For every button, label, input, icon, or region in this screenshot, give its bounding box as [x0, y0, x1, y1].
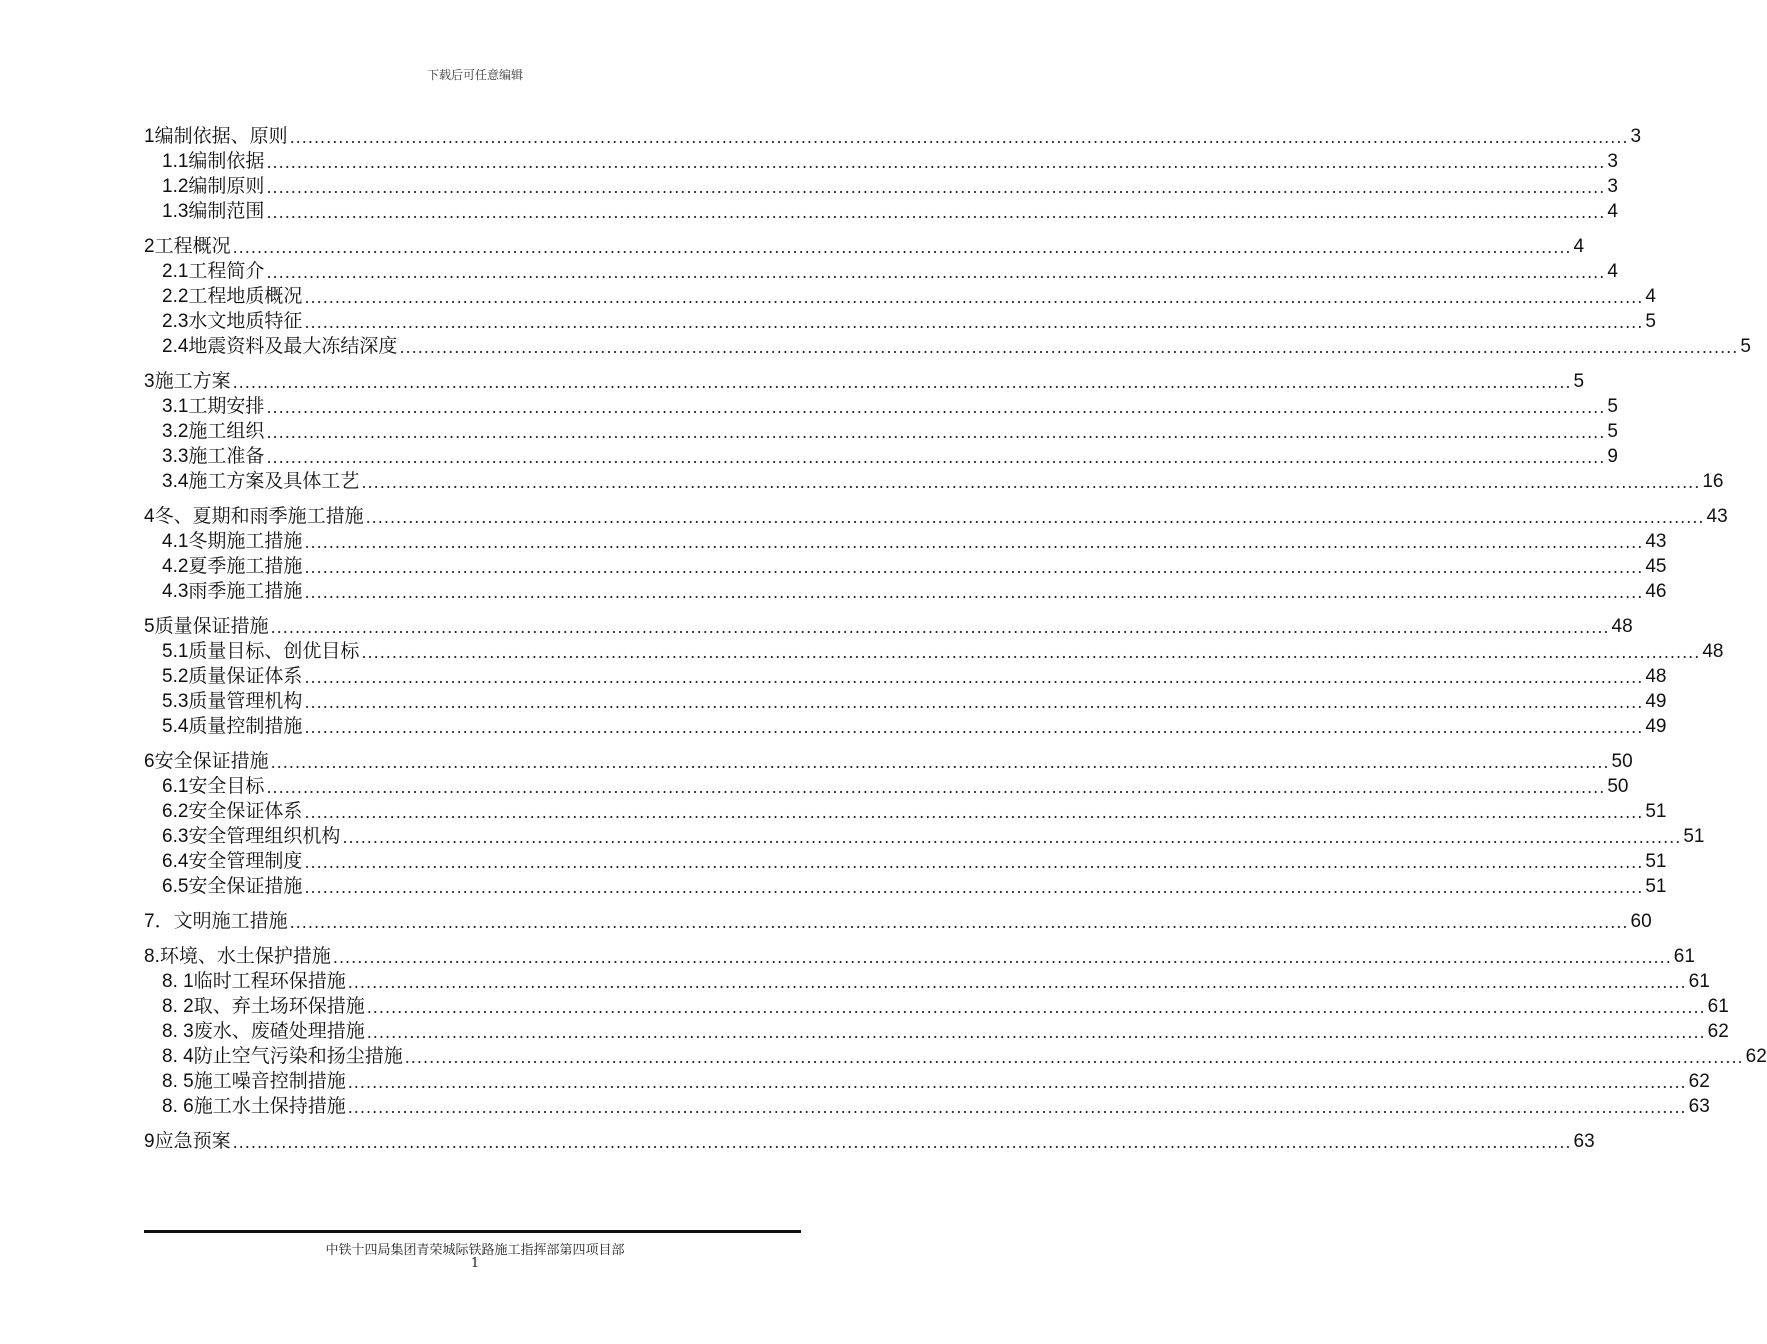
toc-entry-number: 3	[144, 371, 155, 392]
toc-entry-title: 文明施工措施	[173, 910, 288, 932]
toc-entry-page: 51	[1645, 801, 1667, 822]
toc-dot-leader: ............................................................................................................................................................................................................................	[266, 778, 1606, 797]
toc-entry-title: 废水、废碴处理措施	[193, 1020, 365, 1042]
toc-entry-number: 4	[144, 506, 155, 527]
toc-entry-number: 5.3	[162, 691, 189, 712]
toc-dot-leader: ............................................................................................................................................................................................................................	[304, 693, 1644, 712]
toc-entry[interactable]	[144, 909, 1652, 934]
toc-entry[interactable]	[144, 774, 1629, 799]
header-note: 下载后可任意编辑	[426, 68, 523, 82]
toc-entry-number: 2.1	[162, 261, 189, 282]
toc-entry-title: 编制范围	[188, 200, 265, 222]
toc-dot-leader: ............................................................................................................................................................................................................................	[304, 313, 1644, 332]
toc-entry-title: 质量保证措施	[154, 615, 269, 637]
toc-entry-title: 质量管理机构	[188, 690, 303, 712]
toc-entry-title: 编制原则	[188, 175, 265, 197]
toc-entry[interactable]	[144, 504, 1728, 529]
toc-dot-leader: ............................................................................................................................................................................................................................	[232, 1133, 1572, 1152]
toc-dot-leader: ............................................................................................................................................................................................................................	[347, 1073, 1687, 1092]
toc-entry-page: 62	[1688, 1071, 1710, 1092]
toc-entry-number: 8. 1	[162, 971, 194, 992]
toc-dot-leader: ............................................................................................................................................................................................................................	[266, 178, 1606, 197]
toc-entry-page: 5	[1607, 421, 1618, 442]
toc-entry-number: 8. 3	[162, 1021, 194, 1042]
toc-dot-leader: ............................................................................................................................................................................................................................	[361, 473, 1701, 492]
toc-entry-title: 质量保证体系	[188, 665, 303, 687]
toc-entry-page: 48	[1702, 641, 1724, 662]
toc-entry-number: 5.1	[162, 641, 189, 662]
toc-entry-number: 1	[144, 126, 155, 147]
toc-entry-number: 3.4	[162, 471, 189, 492]
toc-dot-leader: ............................................................................................................................................................................................................................	[266, 398, 1606, 417]
toc-entry-number: 6	[144, 751, 155, 772]
toc-entry-number: 4.3	[162, 581, 189, 602]
toc-dot-leader: ............................................................................................................................................................................................................................	[365, 508, 1705, 527]
toc-entry-number: 7．	[144, 911, 174, 932]
toc-dot-leader: ............................................................................................................................................................................................................................	[270, 618, 1610, 637]
toc-entry-page: 3	[1630, 126, 1642, 147]
toc-dot-leader: ............................................................................................................................................................................................................................	[347, 1098, 1687, 1117]
toc-entry-page: 43	[1645, 531, 1667, 552]
toc-dot-leader: ............................................................................................................................................................................................................................	[266, 423, 1606, 442]
toc-entry-title: 地震资料及最大冻结深度	[188, 335, 398, 357]
toc-dot-leader: ............................................................................................................................................................................................................................	[232, 238, 1572, 257]
toc-entry-number: 3.2	[162, 421, 189, 442]
toc-dot-leader: ............................................................................................................................................................................................................................	[266, 263, 1606, 282]
toc-dot-leader: ............................................................................................................................................................................................................................	[304, 533, 1644, 552]
toc-entry-number: 5	[144, 616, 155, 637]
toc-entry[interactable]	[144, 284, 1656, 309]
toc-entry[interactable]	[144, 749, 1633, 774]
toc-entry-number: 9	[144, 1131, 155, 1152]
toc-entry-number: 6.1	[162, 776, 189, 797]
toc-dot-leader: ............................................................................................................................................................................................................................	[366, 1023, 1706, 1042]
toc-entry[interactable]	[144, 469, 1724, 494]
toc-entry[interactable]	[144, 174, 1618, 199]
toc-dot-leader: ............................................................................................................................................................................................................................	[361, 643, 1701, 662]
toc-entry-title: 环境、水土保护措施	[159, 945, 331, 967]
toc-entry-page: 49	[1645, 691, 1667, 712]
toc-entry-page: 48	[1611, 616, 1633, 637]
toc-entry-title: 施工组织	[188, 420, 265, 442]
toc-dot-leader: ............................................................................................................................................................................................................................	[289, 128, 1629, 147]
toc-entry-page: 51	[1645, 876, 1667, 897]
toc-entry-title: 冬期施工措施	[188, 530, 303, 552]
toc-entry-number: 4.1	[162, 531, 189, 552]
toc-entry[interactable]	[144, 579, 1667, 604]
toc-entry[interactable]	[144, 874, 1667, 899]
toc-entry-number: 6.2	[162, 801, 189, 822]
toc-entry-page: 4	[1607, 201, 1618, 222]
toc-entry[interactable]	[144, 714, 1667, 739]
toc-entry[interactable]	[144, 689, 1667, 714]
toc-entry[interactable]	[144, 149, 1618, 174]
toc-entry[interactable]	[144, 369, 1585, 394]
toc-entry[interactable]	[144, 824, 1705, 849]
toc-entry-number: 1.1	[162, 151, 189, 172]
toc-entry-title: 编制依据	[188, 150, 265, 172]
toc-dot-leader: ............................................................................................................................................................................................................................	[266, 203, 1606, 222]
toc-entry-title: 安全管理制度	[188, 850, 303, 872]
toc-entry[interactable]	[144, 419, 1618, 444]
toc-entry-title: 工程概况	[154, 235, 231, 257]
toc-dot-leader: ............................................................................................................................................................................................................................	[304, 803, 1644, 822]
toc-entry[interactable]	[144, 849, 1667, 874]
toc-dot-leader: ............................................................................................................................................................................................................................	[304, 558, 1644, 577]
toc-entry-page: 5	[1573, 371, 1585, 392]
toc-entry-page: 51	[1683, 826, 1705, 847]
toc-entry-page: 5	[1607, 396, 1618, 417]
toc-entry[interactable]	[144, 334, 1751, 359]
toc-entry-number: 6.3	[162, 826, 189, 847]
toc-entry-page: 4	[1573, 236, 1585, 257]
toc-entry-page: 16	[1702, 471, 1724, 492]
table-of-contents	[144, 124, 1767, 1154]
toc-entry-title: 编制依据、原则	[154, 125, 288, 147]
toc-entry-number: 5.4	[162, 716, 189, 737]
toc-entry-number: 3.1	[162, 396, 189, 417]
toc-dot-leader: ............................................................................................................................................................................................................................	[399, 338, 1739, 357]
toc-entry-title: 安全目标	[188, 775, 265, 797]
toc-entry-number: 4.2	[162, 556, 189, 577]
toc-entry-title: 安全保证体系	[188, 800, 303, 822]
toc-entry-number: 1.2	[162, 176, 189, 197]
toc-entry[interactable]	[144, 1069, 1710, 1094]
toc-entry-number: 1.3	[162, 201, 189, 222]
toc-dot-leader: ............................................................................................................................................................................................................................	[304, 583, 1644, 602]
toc-entry-number: 6.4	[162, 851, 189, 872]
toc-entry-number: 2.2	[162, 286, 189, 307]
toc-entry-number: 6.5	[162, 876, 189, 897]
toc-entry[interactable]	[144, 994, 1729, 1019]
toc-entry-number: 2.4	[162, 336, 189, 357]
toc-dot-leader: ............................................................................................................................................................................................................................	[304, 718, 1644, 737]
toc-entry[interactable]	[144, 394, 1618, 419]
toc-entry-title: 质量控制措施	[188, 715, 303, 737]
toc-entry[interactable]	[144, 529, 1667, 554]
toc-entry-page: 3	[1607, 151, 1618, 172]
toc-entry-title: 安全保证措施	[188, 875, 303, 897]
toc-entry-title: 施工噪音控制措施	[193, 1070, 346, 1092]
toc-entry[interactable]	[144, 444, 1618, 469]
toc-entry-page: 4	[1607, 261, 1618, 282]
footer-organization: 中铁十四局集团青荣城际铁路施工指挥部第四项目部	[325, 1243, 625, 1258]
toc-entry-number: 8. 6	[162, 1096, 194, 1117]
toc-entry-page: 61	[1673, 946, 1695, 967]
toc-entry-page: 49	[1645, 716, 1667, 737]
toc-entry-title: 水文地质特征	[188, 310, 303, 332]
toc-entry[interactable]	[144, 799, 1667, 824]
toc-entry-page: 50	[1611, 751, 1633, 772]
footer-page-number: 1	[470, 1256, 480, 1271]
toc-dot-leader: ............................................................................................................................................................................................................................	[270, 753, 1610, 772]
toc-entry-page: 3	[1607, 176, 1618, 197]
toc-entry[interactable]	[144, 259, 1618, 284]
toc-entry-page: 46	[1645, 581, 1667, 602]
toc-dot-leader: ............................................................................................................................................................................................................................	[232, 373, 1572, 392]
toc-entry-page: 50	[1607, 776, 1629, 797]
toc-entry[interactable]	[144, 554, 1667, 579]
toc-entry[interactable]	[144, 664, 1667, 689]
toc-dot-leader: ............................................................................................................................................................................................................................	[304, 878, 1644, 897]
toc-entry-page: 5	[1645, 311, 1656, 332]
toc-entry[interactable]	[144, 1094, 1710, 1119]
toc-dot-leader: ............................................................................................................................................................................................................................	[266, 448, 1606, 467]
toc-entry[interactable]	[144, 969, 1710, 994]
toc-entry-page: 45	[1645, 556, 1667, 577]
toc-entry-title: 取、弃土场环保措施	[193, 995, 365, 1017]
toc-entry-title: 工程地质概况	[188, 285, 303, 307]
toc-entry-number: 8. 2	[162, 996, 194, 1017]
toc-dot-leader: ............................................................................................................................................................................................................................	[304, 288, 1644, 307]
toc-entry-title: 施工方案	[154, 370, 231, 392]
toc-entry[interactable]	[144, 124, 1642, 149]
toc-dot-leader: ............................................................................................................................................................................................................................	[289, 913, 1629, 932]
toc-entry-title: 防止空气污染和扬尘措施	[193, 1045, 403, 1067]
toc-entry-page: 63	[1688, 1096, 1710, 1117]
toc-entry-page: 4	[1645, 286, 1656, 307]
toc-entry-number: 8. 5	[162, 1071, 194, 1092]
toc-entry-title: 应急预案	[154, 1130, 231, 1152]
toc-entry-title: 施工准备	[188, 445, 265, 467]
toc-entry-number: 2	[144, 236, 155, 257]
toc-entry-page: 60	[1630, 911, 1652, 932]
toc-entry-title: 工期安排	[188, 395, 265, 417]
toc-entry-page: 62	[1707, 1021, 1729, 1042]
toc-entry-title: 冬、夏期和雨季施工措施	[154, 505, 364, 527]
toc-entry-title: 施工水土保持措施	[193, 1095, 346, 1117]
toc-entry[interactable]	[144, 309, 1656, 334]
toc-entry-number: 2.3	[162, 311, 189, 332]
toc-dot-leader: ............................................................................................................................................................................................................................	[304, 668, 1644, 687]
toc-entry-title: 安全保证措施	[154, 750, 269, 772]
toc-entry-page: 61	[1707, 996, 1729, 1017]
toc-entry[interactable]	[144, 944, 1695, 969]
toc-entry-number: 8. 4	[162, 1046, 194, 1067]
toc-entry[interactable]	[144, 234, 1585, 259]
toc-dot-leader: ............................................................................................................................................................................................................................	[266, 153, 1606, 172]
toc-entry-number: 8.	[144, 946, 160, 967]
toc-dot-leader: ............................................................................................................................................................................................................................	[366, 998, 1706, 1017]
toc-dot-leader: ............................................................................................................................................................................................................................	[304, 853, 1644, 872]
toc-dot-leader: ............................................................................................................................................................................................................................	[404, 1048, 1744, 1067]
toc-entry[interactable]	[144, 639, 1724, 664]
toc-entry[interactable]	[144, 199, 1618, 224]
toc-entry-page: 48	[1645, 666, 1667, 687]
toc-entry-page: 63	[1573, 1131, 1595, 1152]
toc-entry-title: 质量目标、创优目标	[188, 640, 360, 662]
toc-entry-page: 61	[1688, 971, 1710, 992]
toc-entry-page: 9	[1607, 446, 1618, 467]
footer-divider	[144, 1230, 801, 1233]
toc-entry-title: 安全管理组织机构	[188, 825, 341, 847]
toc-entry-page: 62	[1745, 1046, 1767, 1067]
toc-entry[interactable]	[144, 1019, 1729, 1044]
toc-entry-title: 施工方案及具体工艺	[188, 470, 360, 492]
toc-entry-title: 雨季施工措施	[188, 580, 303, 602]
toc-dot-leader: ............................................................................................................................................................................................................................	[332, 948, 1672, 967]
toc-dot-leader: ............................................................................................................................................................................................................................	[347, 973, 1687, 992]
toc-entry-title: 夏季施工措施	[188, 555, 303, 577]
toc-entry[interactable]	[144, 1129, 1595, 1154]
toc-entry-page: 5	[1740, 336, 1751, 357]
toc-dot-leader: ............................................................................................................................................................................................................................	[342, 828, 1682, 847]
toc-entry-number: 3.3	[162, 446, 189, 467]
toc-entry-title: 临时工程环保措施	[193, 970, 346, 992]
toc-entry[interactable]	[144, 1044, 1767, 1069]
toc-entry-title: 工程简介	[188, 260, 265, 282]
toc-entry-number: 5.2	[162, 666, 189, 687]
toc-entry-page: 43	[1706, 506, 1728, 527]
toc-entry[interactable]	[144, 614, 1633, 639]
toc-entry-page: 51	[1645, 851, 1667, 872]
